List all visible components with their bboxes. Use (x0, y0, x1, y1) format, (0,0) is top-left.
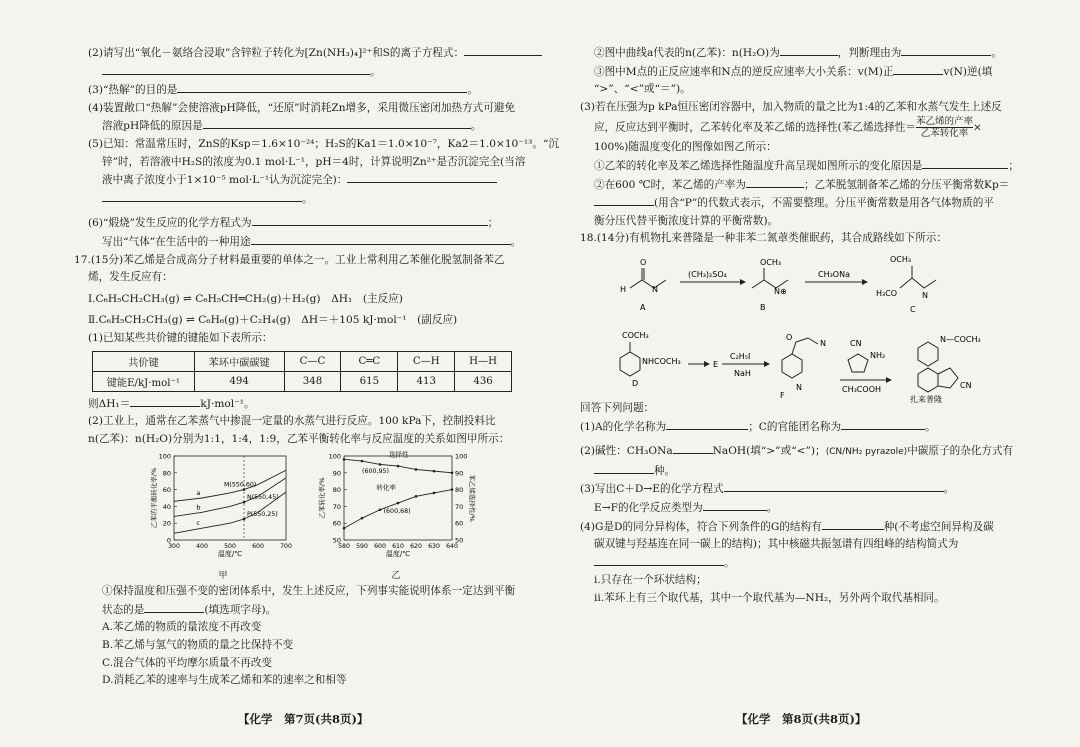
series-label: b (196, 503, 201, 512)
point-annotation: (600,95) (362, 468, 389, 476)
data-point (451, 472, 454, 475)
svg-text:OCH₃: OCH₃ (890, 254, 912, 264)
data-point (433, 470, 436, 473)
q17-3-1-line: ①乙苯的转化率及苯乙烯选择性随温度升高呈现如图所示的变化原因是 ； (580, 157, 1012, 176)
data-point (361, 517, 364, 520)
q6-line2: 写出“气体”在生活中的一种用途 。 (88, 233, 512, 252)
y2-tick-label: 90 (455, 469, 464, 478)
plot-frame (344, 456, 452, 540)
q17-2-line1: (2)工业上，通常在乙苯蒸气中掺混一定量的水蒸气进行反应。100 kPa下，控制投料比 (88, 415, 496, 428)
y-tick-label: 60 (162, 486, 171, 495)
data-point (343, 458, 346, 461)
compound-d (620, 331, 681, 388)
q2-answer: 。 (88, 63, 512, 82)
x-tick-label: 610 (392, 543, 404, 551)
svg-text:N: N (652, 284, 658, 294)
data-point (451, 489, 454, 492)
y-tick-label: 90 (332, 469, 341, 478)
option-b: B.苯乙烯与氢气的物质的量之比保持不变 (102, 639, 294, 652)
svg-text:N: N (820, 338, 826, 348)
q5-line1: (5)已知：常温常压时，ZnS的Ksp＝1.6×10⁻²⁴；H₂S的Ka1＝1.0×10⁻⁷，Ka2＝1.0×10⁻¹³。“沉 (88, 137, 559, 150)
q18-line: 18.(14分)有机物扎来普隆是一种非苯二氮䓬类催眠药，其合成路线如下所示： (580, 232, 947, 245)
y-axis-label: 乙苯转化率/% (318, 477, 326, 519)
q17-2-1-line2: 状态的是 (填选项字母)。 (88, 601, 512, 620)
condition-ii: ⅱ.苯环上有三个取代基，其中一个取代基为—NH₂，另外两个取代基相同。 (594, 591, 945, 604)
q2-line: (2)请写出“氧化－氨络合浸取”含锌粒子转化为[Zn(NH₃)₄]²⁺和S的离子方程式： (88, 44, 512, 63)
y-tick-label: 50 (332, 536, 341, 545)
y-tick-label: 80 (332, 486, 341, 495)
chart-yi (316, 450, 476, 581)
y-tick-label: 20 (162, 519, 171, 528)
annotated-point (243, 501, 246, 504)
option-a: A.苯乙烯的物质的量浓度不再改变 (102, 621, 262, 634)
q17-3-2-line3: 衡分压代替平衡浓度计算的平衡常数)。 (594, 214, 779, 227)
bond-energy-table (92, 351, 512, 392)
chart-jia (148, 450, 298, 581)
point-annotation: M(550,60) (224, 481, 257, 489)
chart-area (148, 450, 512, 581)
svg-text:OCH₃: OCH₃ (760, 257, 782, 267)
data-point (397, 465, 400, 468)
compound-zaleplon (910, 335, 981, 404)
svg-text:CH₃ONa: CH₃ONa (818, 269, 850, 279)
q17-2-3-line2: “>”、“<”或“＝”)。 (594, 83, 691, 96)
table-header: 共价键 (93, 351, 195, 371)
svg-text:(CH₃)₂SO₄: (CH₃)₂SO₄ (688, 269, 727, 279)
y-tick-label: 100 (158, 452, 171, 461)
q5-line2: 锌”时，若溶液中H₂S的浓度为0.1 mol·L⁻¹，pH＝4时，计算说明Zn²⁺是否沉淀完全(当溶 (102, 155, 526, 168)
svg-text:A: A (640, 302, 646, 312)
svg-text:F: F (780, 390, 785, 400)
y2-axis-label: 苯乙烯选择性/% (468, 474, 476, 522)
condition-i: ⅰ.只存在一个环状结构； (594, 574, 707, 587)
y-tick-label: 0 (166, 536, 171, 545)
svg-text:N—COCH₃: N—COCH₃ (940, 334, 981, 344)
q18-4-answer: 。 (580, 554, 1012, 573)
fraction-num: 苯乙烯的产率 (915, 116, 973, 128)
chart-yi-caption: 乙 (391, 571, 401, 582)
q17-line1: 17.(15分)苯乙烯是合成高分子材料最重要的单体之一。工业上常利用乙苯催化脱氢制备苯乙 (74, 253, 505, 266)
q18-3-line1: (3)写出C＋D→E的化学方程式 。 (580, 480, 1012, 499)
data-point (379, 463, 382, 466)
pyrazole-reagent (848, 339, 885, 372)
option-d: D.消耗乙苯的速率与生成苯乙烯和苯的速率之和相等 (102, 674, 347, 687)
table-row-label: 键能E/kJ·mol⁻¹ (93, 371, 195, 391)
x-tick-label: 590 (356, 543, 368, 551)
y-tick-label: 80 (162, 469, 171, 478)
series-label: c (196, 519, 200, 528)
y2-tick-label: 80 (455, 486, 464, 495)
x-tick-label: 580 (338, 543, 350, 551)
x-tick-label: 640 (446, 543, 458, 551)
right-page (540, 0, 1080, 747)
q3-line: (3)“热解”的目的是 。 (88, 81, 512, 100)
y-tick-label: 60 (332, 519, 341, 528)
x-tick-label: 400 (196, 543, 208, 551)
option-c: C.混合气体的平均摩尔质量不再改变 (102, 656, 273, 669)
svg-text:N: N (922, 290, 928, 300)
left-footer: 【化学 第7页(共8页)】 (238, 712, 369, 726)
svg-text:C₂H₅I: C₂H₅I (730, 351, 751, 361)
svg-text:NaH: NaH (734, 368, 751, 378)
chart-jia-caption: 甲 (218, 571, 228, 582)
table-header: H—H (455, 351, 512, 371)
svg-text:B: B (760, 302, 766, 312)
series-label: a (196, 489, 201, 498)
y-tick-label: 70 (332, 503, 341, 512)
fraction-den: 乙苯转化率 (920, 128, 969, 140)
annotated-point (243, 518, 246, 521)
q18-1-line: (1)A的化学名称为 ；C的官能团名称为 。 (580, 418, 1012, 437)
y2-tick-label: 50 (455, 536, 464, 545)
point-annotation: P(550,25) (247, 511, 278, 519)
q17-3-2-line2: (用含“P”的代数式表示，不需要整理。分压平衡常数是用各气体物质的平 (580, 194, 1012, 213)
compound-a (620, 258, 666, 312)
q17-3-2-line1: ②在600 ℃时，苯乙烯的产率为 ；乙苯脱氢制备苯乙烯的分压平衡常数Kp＝ (580, 176, 1012, 195)
q18-4-line1: (4)G是D的同分异构体，符合下列条件的G的结构有 种(不考虑空间异构及碳 (580, 518, 1012, 537)
x-axis-label: 温度/℃ (217, 550, 243, 559)
q17-3-line3: 100%)随温度变化的图像如图乙所示： (594, 141, 777, 154)
table-cell: 436 (455, 371, 512, 391)
svg-text:H₃CO: H₃CO (876, 288, 898, 298)
x-tick-label: 600 (374, 543, 386, 551)
q4-line2: 溶液pH降低的原因是 。 (88, 117, 512, 136)
svg-text:E: E (713, 359, 719, 369)
delta-h-line: 则ΔH₁＝ kJ·mol⁻¹。 (88, 395, 512, 414)
y2-tick-label: 60 (455, 519, 464, 528)
q17-2-2-line: ②图中曲线a代表的n(乙苯)：n(H₂O)为 ，判断理由为 。 (580, 44, 1012, 63)
x-axis-label: 温度/℃ (385, 550, 411, 559)
table-header: C═C (341, 351, 398, 371)
data-point (433, 492, 436, 495)
svg-text:O: O (640, 257, 647, 267)
chart-jia-svg (148, 450, 298, 564)
series-label: 转化率 (376, 483, 396, 492)
svg-text:NH₂: NH₂ (870, 350, 886, 360)
data-point (343, 527, 346, 530)
q18-4-line2: 碳双键与羟基连在同一碳上的结构)；其中核磁共振氢谱有四组峰的结构简式为 (594, 538, 959, 551)
svg-text:CH₃COOH: CH₃COOH (842, 384, 882, 394)
q17-2-3-line1: ③图中M点的正反应速率和N点的逆反应速率大小关系：v(M)正 v(N)逆(填 (580, 63, 1012, 82)
q5-line3: 液中离子浓度小于1×10⁻⁵ mol·L⁻¹认为沉淀完全)： (88, 171, 512, 190)
table-header: 苯环中碳碳键 (194, 351, 284, 371)
svg-text:H: H (620, 284, 627, 294)
annotated-point (243, 489, 246, 492)
data-point (361, 460, 364, 463)
q17-line2: 烯，发生反应有： (88, 271, 173, 284)
synthesis-scheme (600, 250, 1020, 404)
x-tick-label: 300 (168, 543, 180, 551)
svg-text:C: C (910, 304, 916, 314)
svg-text:扎来普隆: 扎来普隆 (910, 394, 942, 404)
q4-line1: (4)装置敞口“热解”会使溶液pH降低，“还原”时消耗Zn增多，采用微压密闭加热方式可避免 (88, 101, 516, 114)
y2-tick-label: 70 (455, 503, 464, 512)
compound-f (780, 333, 826, 400)
svg-text:O: O (786, 332, 793, 342)
x-tick-label: 700 (280, 543, 292, 551)
svg-text:CN: CN (850, 338, 862, 348)
data-point (379, 509, 382, 512)
data-point (415, 495, 418, 498)
y-tick-label: 40 (162, 503, 171, 512)
data-point (415, 468, 418, 471)
q17-3-line1: (3)若在压强为p kPa恒压密闭容器中，加入物质的量之比为1:4的乙苯和水蒸气发生上述反 (580, 100, 1002, 113)
q18-3-line2: E→F的化学反应类型为 。 (580, 499, 1012, 518)
reaction-1: Ⅰ.C₆H₅CH₂CH₃(g) ⇌ C₆H₅CH═CH₂(g)＋H₂(g) ΔH₁ (主反应) (88, 292, 403, 305)
svg-text:D: D (632, 378, 639, 388)
table-cell: 615 (341, 371, 398, 391)
svg-text:CN: CN (960, 380, 972, 390)
table-header: C—H (398, 351, 455, 371)
series-label: 选择性 (389, 450, 409, 459)
q18-2-line2: 种。 (580, 462, 1012, 481)
point-annotation: (600,68) (383, 508, 411, 516)
q5-answer: 。 (88, 190, 512, 209)
x-tick-label: 620 (410, 543, 422, 551)
svg-text:N⊕: N⊕ (774, 286, 787, 296)
x-tick-label: 630 (428, 543, 440, 551)
q17-3-line2: 应，反应达到平衡时，乙苯转化率及苯乙烯的选择性(苯乙烯选择性＝ 苯乙烯的产率 乙苯转化率 × (594, 116, 982, 140)
table-header: C—C (284, 351, 341, 371)
table-cell: 494 (194, 371, 284, 391)
x-tick-label: 600 (252, 543, 264, 551)
point-annotation: N(550,45) (247, 494, 279, 502)
compound-b (752, 258, 788, 312)
q17-2-1-line1: ①保持温度和压强不变的密闭体系中，发生上述反应，下列事实能说明体系一定达到平衡 (102, 585, 516, 598)
chart-yi-svg (316, 450, 476, 564)
compound-c (876, 255, 936, 314)
q6-line1: (6)“煅烧”发生反应的化学方程式为 ； (88, 214, 512, 233)
x-tick-label: 500 (224, 543, 236, 551)
svg-text:NHCOCH₃: NHCOCH₃ (642, 356, 681, 366)
y-tick-label: 100 (328, 452, 341, 461)
data-point (397, 502, 400, 505)
svg-text:COCH₃: COCH₃ (622, 330, 649, 340)
y2-tick-label: 100 (455, 452, 468, 461)
q17-1-line: (1)已知某些共价键的键能如下表所示： (88, 331, 273, 344)
reaction-2: Ⅱ.C₆H₅CH₂CH₃(g) ⇌ C₆H₆(g)＋C₂H₄(g) ΔH＝＋105 kJ·mol⁻¹ (副反应) (88, 314, 458, 327)
right-footer: 【化学 第8页(共8页)】 (736, 712, 867, 726)
questions-heading: 回答下列问题： (580, 401, 655, 414)
q17-2-line2: n(乙苯)：n(H₂O)分别为1:1，1:4，1:9，乙苯平衡转化率与反应温度的关系如图甲所示： (88, 432, 510, 445)
table-cell: 413 (398, 371, 455, 391)
y-axis-label: 乙苯的平衡转化率/% (150, 468, 158, 529)
q18-2-line1: (2)碱性：CH₃ONa NaOH(填“>”或“<”)；⟨CN/NH₂ pyrazole⟩中碳原子的杂化方式有 (580, 442, 1012, 462)
svg-text:N: N (796, 382, 802, 392)
table-cell: 348 (284, 371, 341, 391)
